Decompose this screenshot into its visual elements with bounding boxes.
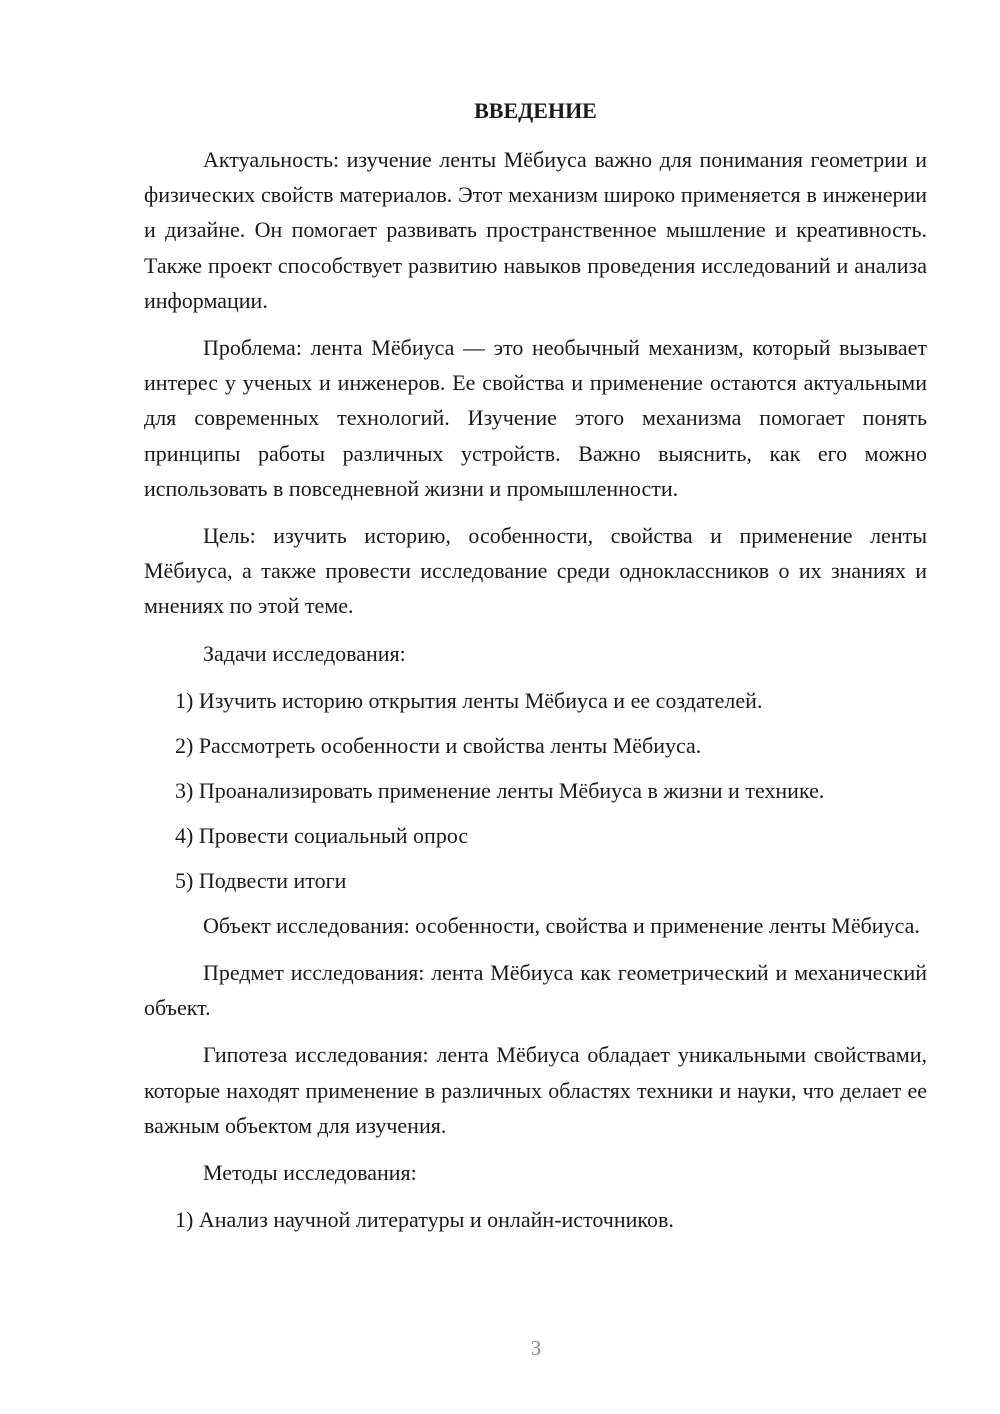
- page-body: [144, 94, 927, 1247]
- paragraph-relevance: Актуальность: изучение ленты Мёбиуса важно для понимания геометрии и физических свойств материалов. Этот механизм широко применяется в инженерии и дизайне. Он помогает развивать пространственное мышление и креативность. Также проект способствует развитию навыков проведения исследований и анализа информации.: [144, 147, 927, 313]
- paragraph-object: Объект исследования: особенности, свойства и применение ленты Мёбиуса.: [203, 912, 920, 938]
- list-item: 2) Рассмотреть особенности и свойства ленты Мёбиуса.: [175, 732, 702, 758]
- paragraph-subject: Предмет исследования: лента Мёбиуса как геометрический и механический объект.: [144, 960, 927, 1021]
- methods-list: [144, 1202, 927, 1237]
- paragraph-hypothesis: Гипотеза исследования: лента Мёбиуса обладает уникальными свойствами, которые находят применение в различных областях техники и науки, что делает ее важным объектом для изучения.: [144, 1042, 927, 1138]
- list-item: 5) Подвести итоги: [175, 867, 347, 893]
- methods-heading: Методы исследования:: [203, 1160, 417, 1186]
- paragraph-goal: Цель: изучить историю, особенности, свойства и применение ленты Мёбиуса, а также провести исследование среди одноклассников о их знаниях и мнениях по этой теме.: [144, 523, 927, 619]
- tasks-heading: Задачи исследования:: [203, 640, 406, 666]
- section-title: ВВЕДЕНИЕ: [474, 98, 597, 123]
- paragraph-problem: Проблема: лента Мёбиуса — это необычный механизм, который вызывает интерес у ученых и инженеров. Ее свойства и применение остаются актуальными для современных технологий. Изучение этого механизма помогает понять принципы работы различных устройств. Важно выяснить, как его можно использовать в повседневной жизни и промышленности.: [144, 335, 927, 501]
- list-item: 1) Анализ научной литературы и онлайн-источников.: [175, 1207, 674, 1233]
- list-item: 3) Проанализировать применение ленты Мёбиуса в жизни и технике.: [175, 777, 825, 803]
- list-item: 4) Провести социальный опрос: [175, 822, 469, 848]
- tasks-list: [144, 683, 927, 898]
- list-item: 1) Изучить историю открытия ленты Мёбиуса и ее создателей.: [175, 687, 763, 713]
- page-number: 3: [530, 1336, 542, 1360]
